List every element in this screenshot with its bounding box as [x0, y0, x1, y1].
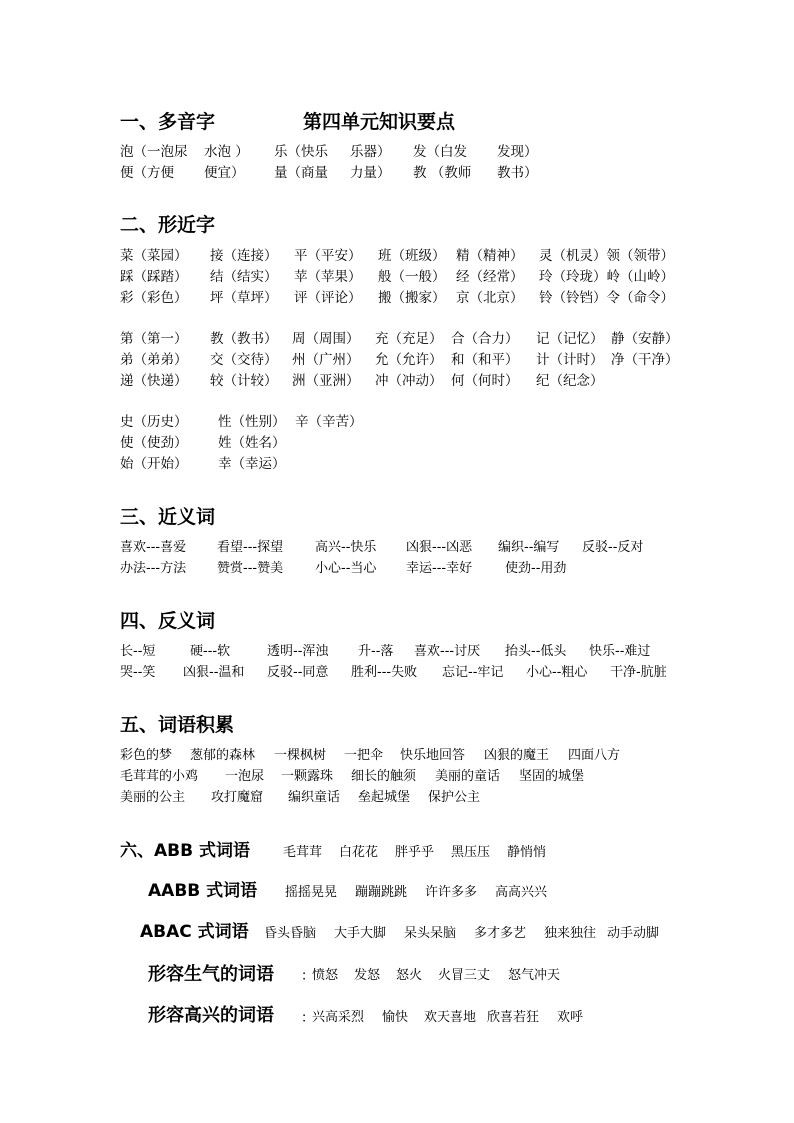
- list-item: 苹（苹果）: [294, 269, 362, 285]
- section-heading-xingjinzi: 二、形近字: [120, 214, 216, 236]
- page-title: 第四单元知识要点: [303, 111, 456, 133]
- list-item: 胜利---失败: [351, 665, 418, 680]
- list-item: 搬（搬家）: [378, 290, 446, 306]
- list-item: 发（白发: [413, 144, 467, 160]
- list-item: 赞赏---赞美: [217, 561, 284, 576]
- aabb-label: AABB 式词语: [148, 881, 258, 901]
- list-item: 始（开始）: [120, 456, 188, 472]
- section-heading-fanyici: 四、反义词: [120, 610, 216, 632]
- list-item: 精（精神）: [456, 248, 524, 264]
- list-item: 美丽的公主: [120, 790, 186, 805]
- list-item: 量（商量: [274, 165, 328, 181]
- list-item: 大手大脚: [334, 926, 387, 941]
- list-item: 发怒: [354, 968, 381, 983]
- happy-label: 形容高兴的词语: [148, 1005, 274, 1026]
- list-item: 辛（辛苦）: [295, 414, 363, 430]
- list-item: 欢呼: [557, 1010, 584, 1025]
- section-heading-duoyinzi: 一、多音字: [120, 111, 216, 133]
- list-item: 呆头呆脑: [404, 926, 457, 941]
- list-item: 菜（菜园）: [120, 248, 188, 264]
- list-item: 铃（铃铛）令（命令）: [539, 290, 674, 306]
- list-item: 乐器）: [350, 144, 391, 160]
- list-item: 纪（纪念）: [536, 373, 604, 389]
- list-item: 毛茸茸: [283, 845, 323, 860]
- list-item: 欢天喜地: [424, 1010, 477, 1025]
- list-item: 较（计较）: [210, 373, 278, 389]
- list-item: 攻打魔窟: [211, 790, 264, 805]
- section-heading-ciyujilei: 五、词语积累: [120, 714, 235, 736]
- list-item: 昏头昏脑: [264, 926, 317, 941]
- list-item: 欣喜若狂: [487, 1010, 540, 1025]
- list-item: 反驳--反对: [582, 540, 644, 555]
- abb-label: 六、ABB 式词语: [120, 841, 250, 861]
- list-item: 快乐地回答: [400, 748, 466, 763]
- list-item: 递（快递）: [120, 373, 188, 389]
- list-item: 高高兴兴: [495, 885, 548, 900]
- list-item: 教 （教师: [413, 165, 472, 181]
- list-item: 坚固的城堡: [519, 769, 585, 784]
- section-heading-jinyici: 三、近义词: [120, 506, 216, 528]
- list-item: 胖乎乎: [395, 845, 435, 860]
- list-item: 合（合力）: [451, 331, 519, 347]
- list-item: 彩色的梦: [120, 748, 173, 763]
- list-item: 透明--浑浊: [267, 644, 329, 659]
- list-item: 忘记--牢记: [442, 665, 504, 680]
- list-item: 坪（草坪）: [210, 290, 278, 306]
- list-item: 保护公主: [428, 790, 481, 805]
- list-item: 独来独往: [544, 926, 597, 941]
- list-item: 愤怒: [312, 968, 339, 983]
- list-item: 静（安静）: [611, 331, 679, 347]
- list-item: 白花花: [339, 845, 379, 860]
- list-item: 踩（踩踏）: [120, 269, 188, 285]
- list-item: 一棵枫树: [274, 748, 327, 763]
- list-item: 乐（快乐: [274, 144, 328, 160]
- list-item: 干净-肮脏: [610, 665, 667, 680]
- list-item: 一把伞: [344, 748, 384, 763]
- list-item: 喜欢---喜爱: [120, 540, 187, 555]
- list-item: 州（广州）: [292, 352, 360, 368]
- list-item: 何（何时）: [451, 373, 519, 389]
- list-item: 性（性别）: [218, 414, 286, 430]
- list-item: 史（历史）: [120, 414, 188, 430]
- list-item: 细长的触须: [351, 769, 417, 784]
- list-item: 快乐--难过: [589, 644, 651, 659]
- angry-label: 形容生气的词语: [148, 964, 274, 985]
- list-item: 抬头--低头: [505, 644, 567, 659]
- list-item: 教书）: [497, 165, 538, 181]
- list-item: 垒起城堡: [358, 790, 411, 805]
- list-item: 便宜）: [204, 165, 245, 181]
- list-item: 编织童话: [288, 790, 341, 805]
- list-item: 第（第一）: [120, 331, 188, 347]
- list-item: 允（允许）: [375, 352, 443, 368]
- list-item: 兴高采烈: [312, 1010, 365, 1025]
- list-item: 周（周围）: [292, 331, 360, 347]
- list-item: 京（北京）: [456, 290, 524, 306]
- list-item: 四面八方: [568, 748, 621, 763]
- list-item: 便（方便: [120, 165, 174, 181]
- list-item: 升--落: [358, 644, 394, 659]
- list-item: 玲（玲珑）岭（山岭）: [539, 269, 674, 285]
- list-item: 小心--当心: [315, 561, 377, 576]
- list-item: 力量）: [350, 165, 391, 181]
- list-item: 哭--笑: [120, 665, 156, 680]
- list-item: 班（班级）: [378, 248, 446, 264]
- list-item: 和（和平）: [451, 352, 519, 368]
- list-item: 水泡 ）: [204, 144, 249, 160]
- list-item: 洲（亚洲）: [292, 373, 360, 389]
- list-item: 反驳--同意: [267, 665, 329, 680]
- list-item: 高兴--快乐: [315, 540, 377, 555]
- happy-colon: ：: [301, 1010, 315, 1026]
- list-item: 净（干净）: [611, 352, 679, 368]
- list-item: 灵（机灵）领（领带）: [539, 248, 674, 264]
- list-item: 般（一般）: [378, 269, 446, 285]
- list-item: 发现）: [497, 144, 538, 160]
- list-item: 泡（一泡尿: [120, 144, 188, 160]
- list-item: 一颗露珠: [281, 769, 334, 784]
- list-item: 硬---软: [190, 644, 231, 659]
- abac-label: ABAC 式词语: [140, 922, 249, 942]
- list-item: 记（记忆）: [536, 331, 604, 347]
- list-item: 经（经常）: [456, 269, 524, 285]
- list-item: 凶狠--温和: [183, 665, 245, 680]
- list-item: 怒气冲天: [508, 968, 561, 983]
- list-item: 办法---方法: [120, 561, 187, 576]
- list-item: 凶狠---凶恶: [406, 540, 473, 555]
- list-item: 多才多艺: [474, 926, 527, 941]
- list-item: 评（评论）: [294, 290, 362, 306]
- list-item: 教（教书）: [210, 331, 278, 347]
- list-item: 编织--编写: [498, 540, 560, 555]
- list-item: 使（使劲）: [120, 435, 188, 451]
- list-item: 愉快: [382, 1010, 409, 1025]
- list-item: 许许多多: [425, 885, 478, 900]
- list-item: 凶狠的魔王: [484, 748, 550, 763]
- list-item: 黑压压: [451, 845, 491, 860]
- list-item: 幸运---幸好: [406, 561, 473, 576]
- list-item: 看望---探望: [217, 540, 284, 555]
- list-item: 长--短: [120, 644, 156, 659]
- angry-colon: ：: [301, 968, 315, 984]
- list-item: 接（连接）: [210, 248, 278, 264]
- list-item: 静悄悄: [507, 845, 547, 860]
- list-item: 喜欢---讨厌: [414, 644, 481, 659]
- list-item: 一泡尿: [225, 769, 265, 784]
- list-item: 小心--粗心: [526, 665, 588, 680]
- list-item: 葱郁的森林: [190, 748, 256, 763]
- list-item: 充（充足）: [375, 331, 443, 347]
- list-item: 姓（姓名）: [218, 435, 286, 451]
- list-item: 计（计时）: [536, 352, 604, 368]
- list-item: 摇摇晃晃: [285, 885, 338, 900]
- list-item: 冲（冲动）: [375, 373, 443, 389]
- list-item: 结（结实）: [210, 269, 278, 285]
- list-item: 交（交待）: [210, 352, 278, 368]
- list-item: 火冒三丈: [438, 968, 491, 983]
- list-item: 毛茸茸的小鸡: [120, 769, 199, 784]
- list-item: 弟（弟弟）: [120, 352, 188, 368]
- list-item: 动手动脚: [607, 926, 660, 941]
- list-item: 美丽的童话: [435, 769, 501, 784]
- list-item: 蹦蹦跳跳: [355, 885, 408, 900]
- list-item: 幸（幸运）: [218, 456, 286, 472]
- list-item: 彩（彩色）: [120, 290, 188, 306]
- list-item: 怒火: [396, 968, 423, 983]
- list-item: 平（平安）: [294, 248, 362, 264]
- list-item: 使劲--用劲: [505, 561, 567, 576]
